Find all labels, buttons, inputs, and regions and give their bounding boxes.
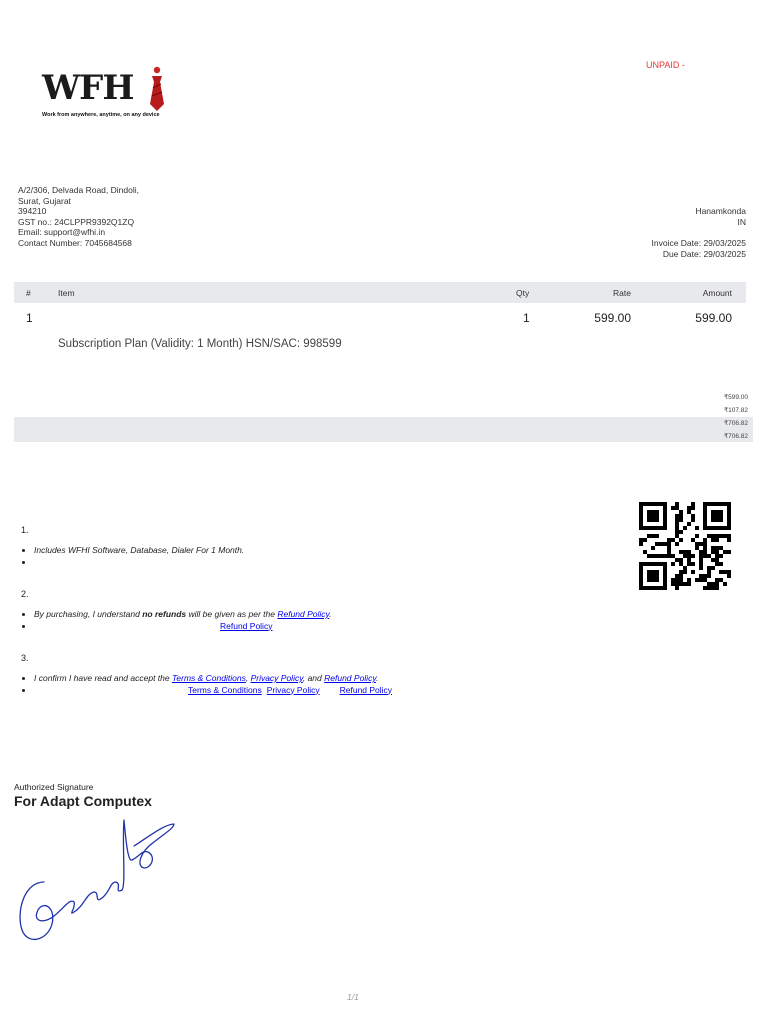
gst-number: GST no.: 24CLPPR9392Q1ZQ xyxy=(18,216,135,227)
term-3-list xyxy=(24,673,392,696)
page-number: 1/1 xyxy=(347,992,359,1002)
privacy-policy-link[interactable]: Privacy Policy xyxy=(250,673,303,683)
tax-value: ₹107.82 xyxy=(723,407,748,414)
due-date: Due Date: 29/03/2025 xyxy=(662,248,746,259)
term-3-line-2 xyxy=(34,685,392,697)
col-amount-header: Amount xyxy=(702,288,732,298)
authorized-signature-label: Authorized Signature xyxy=(14,782,94,792)
company-email: Email: support@wfhi.in xyxy=(18,227,106,238)
refund-policy-link[interactable]: Refund Policy xyxy=(324,673,376,683)
col-num-header: # xyxy=(26,288,31,298)
refund-policy-link[interactable]: Refund Policy xyxy=(339,684,393,695)
invoice-dates xyxy=(651,238,746,259)
logo-wordmark: WFH xyxy=(42,68,134,108)
contact-number: Contact Number: 7045684568 xyxy=(18,237,132,248)
item-description: Subscription Plan (Validity: 1 Month) HSN/SAC: 998599 xyxy=(58,338,342,350)
term-2-list xyxy=(24,609,332,632)
status-label: UNPAID xyxy=(646,60,680,70)
term-2-line-2 xyxy=(34,621,332,633)
privacy-policy-link[interactable]: Privacy Policy xyxy=(266,684,320,695)
term-1-line: • Includes WFHI Software, Database, Dialer For 1 Month. xyxy=(34,545,244,557)
row-qty: 1 xyxy=(523,311,530,325)
company-logo xyxy=(40,66,180,122)
address-line: 394210 xyxy=(18,206,47,217)
term-1-empty-line xyxy=(34,557,244,569)
col-rate-header: Rate xyxy=(613,288,631,298)
balance-due-value: ₹706.82 xyxy=(723,433,748,440)
terms-conditions-link[interactable]: Terms & Conditions xyxy=(188,684,262,695)
no-refunds-emphasis: no refunds xyxy=(142,609,187,619)
necktie-icon xyxy=(146,66,168,112)
refund-policy-link[interactable]: Refund Policy xyxy=(277,609,330,619)
term-number: 3. xyxy=(21,653,29,663)
qr-code-icon xyxy=(639,502,731,590)
refund-policy-link[interactable]: Refund Policy xyxy=(220,620,273,631)
payment-status: UNPAID - xyxy=(646,60,685,70)
term-3-line: • I confirm I have read and accept the Terms & Conditions, Privacy Policy, and Refund Policy. xyxy=(34,673,392,685)
client-country: IN xyxy=(737,216,746,227)
row-amount: 599.00 xyxy=(695,311,732,325)
client-city: Hanamkonda xyxy=(695,206,746,216)
bill-to xyxy=(695,206,746,227)
row-num: 1 xyxy=(26,311,33,325)
handwritten-signature xyxy=(14,812,184,947)
term-number: 2. xyxy=(21,589,29,599)
logo-tagline: Work from anywhere, anytime, on any device xyxy=(42,112,160,118)
totals-highlight-band xyxy=(14,417,753,442)
terms-conditions-link[interactable]: Terms & Conditions xyxy=(171,673,246,683)
term-1-list xyxy=(24,545,244,568)
signatory-company: For Adapt Computex xyxy=(14,793,152,809)
term-2-line: • By purchasing, I understand no refunds will be given as per the Refund Policy. xyxy=(34,609,332,621)
address-line: A/2/306, Delvada Road, Dindoli, xyxy=(18,185,139,195)
total-value: ₹706.82 xyxy=(723,420,748,427)
invoice-date: Invoice Date: 29/03/2025 xyxy=(651,238,746,248)
company-address xyxy=(18,185,139,249)
items-table-header xyxy=(14,282,746,303)
row-rate: 599.00 xyxy=(594,311,631,325)
table-row xyxy=(14,310,746,330)
subtotal-value: ₹599.00 xyxy=(723,394,748,401)
term-number: 1. xyxy=(21,525,29,535)
col-item-header: Item xyxy=(58,288,75,298)
address-line: Surat, Gujarat xyxy=(18,195,71,206)
col-qty-header: Qty xyxy=(516,288,530,298)
